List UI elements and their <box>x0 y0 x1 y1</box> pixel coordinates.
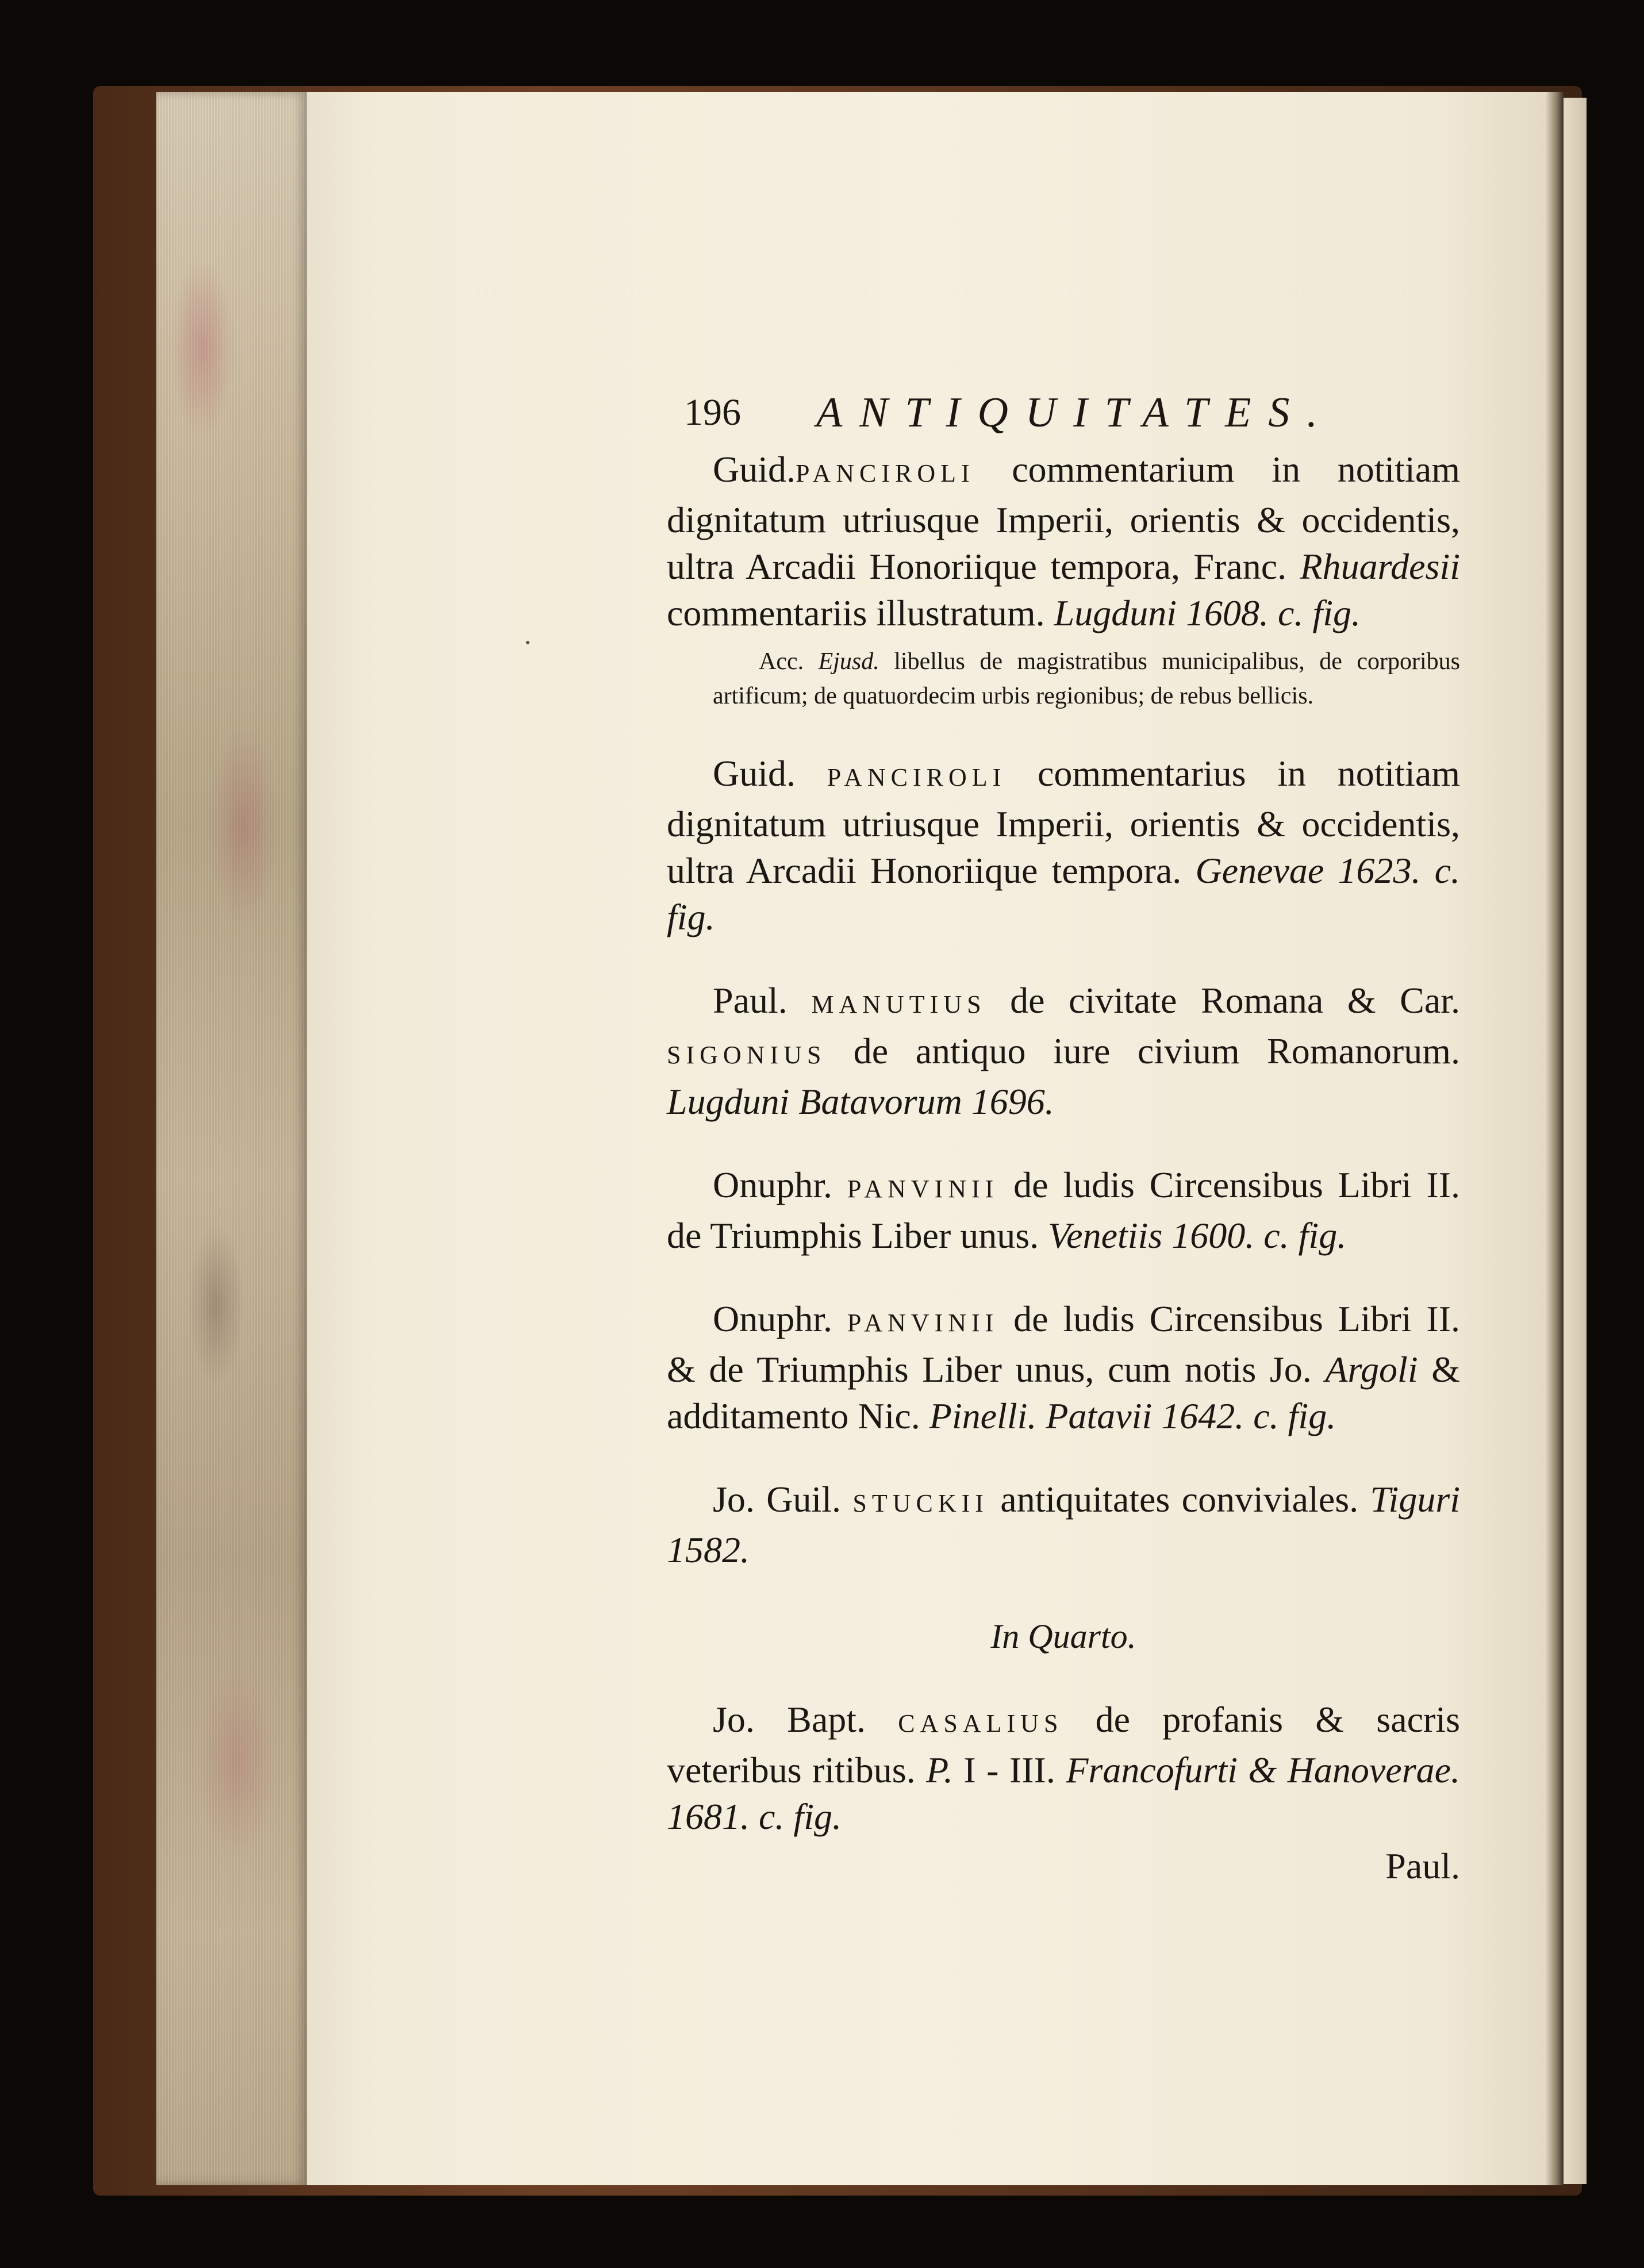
entry-text: commentariis illustratum. <box>667 593 1054 633</box>
entry-author-name: MANUTIUS <box>811 990 986 1018</box>
page-gutter <box>1546 92 1564 2185</box>
entry-text: de antiquo iure civium Romanorum. <box>826 1031 1460 1071</box>
entry-italic: Argoli <box>1325 1349 1418 1390</box>
entry-5 <box>667 1296 1460 1439</box>
entry-4 <box>667 1162 1460 1259</box>
entry-author-prefix: Jo. Guil. <box>713 1479 853 1520</box>
entry-text: de profanis & sacris veteribus ritibus. <box>667 1699 1461 1790</box>
entry-1 <box>667 446 1460 636</box>
entry-imprint: Pinelli. Patavii 1642. c. fig. <box>929 1396 1336 1436</box>
running-head <box>667 391 1460 446</box>
entry-imprint: Lugduni Batavorum 1696. <box>667 1081 1054 1122</box>
entry-author-prefix: Jo. Bapt. <box>713 1699 898 1740</box>
entry-text: & additamento Nic. <box>667 1349 1461 1436</box>
catchword: Paul. <box>1385 1846 1460 1886</box>
entry-author-name: PANCIROLI <box>796 459 975 487</box>
entry-author-prefix: Guid. <box>713 449 796 490</box>
paper-speck <box>526 641 529 644</box>
entry-imprint: Lugduni 1608. c. fig. <box>1054 593 1361 633</box>
note-prefix: Acc. <box>759 648 819 675</box>
entry-7 <box>667 1696 1460 1840</box>
entry-6 <box>667 1476 1460 1573</box>
entry-author-name: PANVINII <box>847 1309 999 1337</box>
entry-author-prefix: Paul. <box>713 980 812 1021</box>
entry-note <box>667 644 1460 713</box>
entry-author-name: SIGONIUS <box>667 1041 827 1069</box>
entry-author-prefix: Guid. <box>713 753 827 794</box>
entry-italic: Rhuardesii <box>1300 546 1460 587</box>
entry-author-name: STUCKII <box>852 1489 989 1517</box>
entry-imprint: Tiguri 1582. <box>667 1479 1460 1570</box>
facing-page-edge <box>1564 98 1587 2184</box>
entry-text: de ludis Circensibus Libri II. & de Triumphis Liber unus, cum notis Jo. <box>667 1298 1461 1390</box>
entry-text: antiquitates conviviales. <box>988 1479 1370 1520</box>
note-italic: Ejusd. <box>818 648 879 675</box>
entry-author-name: CASALIUS <box>898 1709 1063 1737</box>
entry-author-name: PANCIROLI <box>827 763 1007 791</box>
entry-imprint: Francofurti & Hanoverae. 1681. c. fig. <box>667 1750 1461 1837</box>
entry-author-prefix: Onuphr. <box>713 1164 847 1205</box>
entry-text: commentarius in notitiam dignitatum utriusque Imperii, orientis & occidentis, ultra Arcadii Honoriique tempora. <box>667 753 1461 891</box>
entry-text: de ludis Circensibus Libri II. de Triumphis Liber unus. <box>667 1164 1461 1256</box>
entry-imprint: Genevae 1623. c. fig. <box>667 850 1461 937</box>
section-heading: In Quarto. <box>990 1617 1136 1655</box>
entry-author-prefix: Onuphr. <box>713 1298 847 1339</box>
entry-text: commentarium in notitiam dignitatum utriusque Imperii, orientis & occidentis, ultra Arcadii Honoriique tempora, Franc. <box>667 449 1460 587</box>
entry-3 <box>667 977 1460 1125</box>
marbled-edge <box>161 98 299 2178</box>
page-text <box>667 391 1460 1889</box>
page-number: 196 <box>684 391 741 433</box>
entry-italic: P. <box>926 1750 953 1790</box>
entry-text: I - III. <box>952 1750 1066 1790</box>
entry-text: de civitate Romana & Car. <box>986 980 1461 1021</box>
note-text: libellus de magistratibus municipalibus, de corporibus artificum; de quatuordecim urbis regionibus; de rebus bellicis. <box>713 648 1460 709</box>
entry-imprint: Venetiis 1600. c. fig. <box>1048 1215 1347 1256</box>
entry-author-name: PANVINII <box>847 1175 999 1203</box>
entry-2 <box>667 750 1460 940</box>
running-title: ANTIQUITATES. <box>816 389 1335 436</box>
